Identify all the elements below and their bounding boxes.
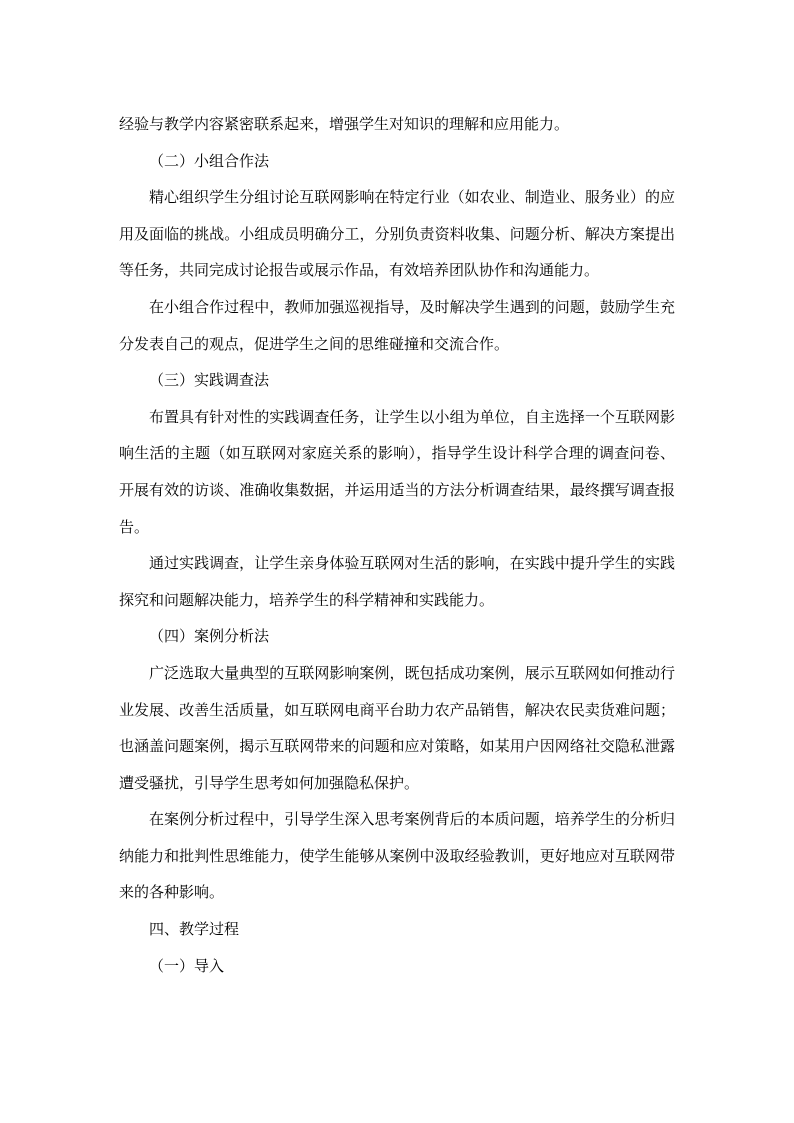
paragraph-practice-survey-2: 通过实践调查，让学生亲身体验互联网对生活的影响，在实践中提升学生的实践探究和问题解决能力，培养学生的科学精神和实践能力。 xyxy=(119,554,675,609)
subheading-introduction: （一）导入 xyxy=(149,956,225,975)
subheading-group-work: （二）小组合作法 xyxy=(149,151,270,170)
section-heading-teaching-process: 四、教学过程 xyxy=(149,920,240,939)
paragraph-group-work-1: 精心组织学生分组讨论互联网影响在特定行业（如农业、制造业、服务业）的应用及面临的挑战。小组成员明确分工，分别负责资料收集、问题分析、解决方案提出等任务，共同完成讨论报告或展示作品，有效培养团队协作和沟通能力。 xyxy=(119,188,675,280)
paragraph-group-work-2: 在小组合作过程中，教师加强巡视指导，及时解决学生遇到的问题，鼓励学生充分发表自己的观点，促进学生之间的思维碰撞和交流合作。 xyxy=(119,297,675,353)
subheading-case-analysis: （四）案例分析法 xyxy=(149,627,270,646)
paragraph-case-analysis-2: 在案例分析过程中，引导学生深入思考案例背后的本质问题，培养学生的分析归纳能力和批判性思维能力，使学生能够从案例中汲取经验教训，更好地应对互联网带来的各种影响。 xyxy=(119,810,675,902)
paragraph-practice-survey-1: 布置具有针对性的实践调查任务，让学生以小组为单位，自主选择一个互联网影响生活的主题（如互联网对家庭关系的影响），指导学生设计科学合理的调查问卷、开展有效的访谈、准确收集数据，并运用适当的方法分析调查结果，最终撰写调查报告。 xyxy=(119,407,675,536)
subheading-practice-survey: （三）实践调查法 xyxy=(149,371,270,390)
paragraph-continuation: 经验与教学内容紧密联系起来，增强学生对知识的理解和应用能力。 xyxy=(119,115,570,133)
paragraph-case-analysis-1: 广泛选取大量典型的互联网影响案例，既包括成功案例，展示互联网如何推动行业发展、改善生活质量，如互联网电商平台助力农产品销售，解决农民卖货难问题；也涵盖问题案例，揭示互联网带来的问题和应对策略，如某用户因网络社交隐私泄露遭受骚扰，引导学生思考如何加强隐私保护。 xyxy=(119,663,675,792)
document-body xyxy=(119,106,675,984)
